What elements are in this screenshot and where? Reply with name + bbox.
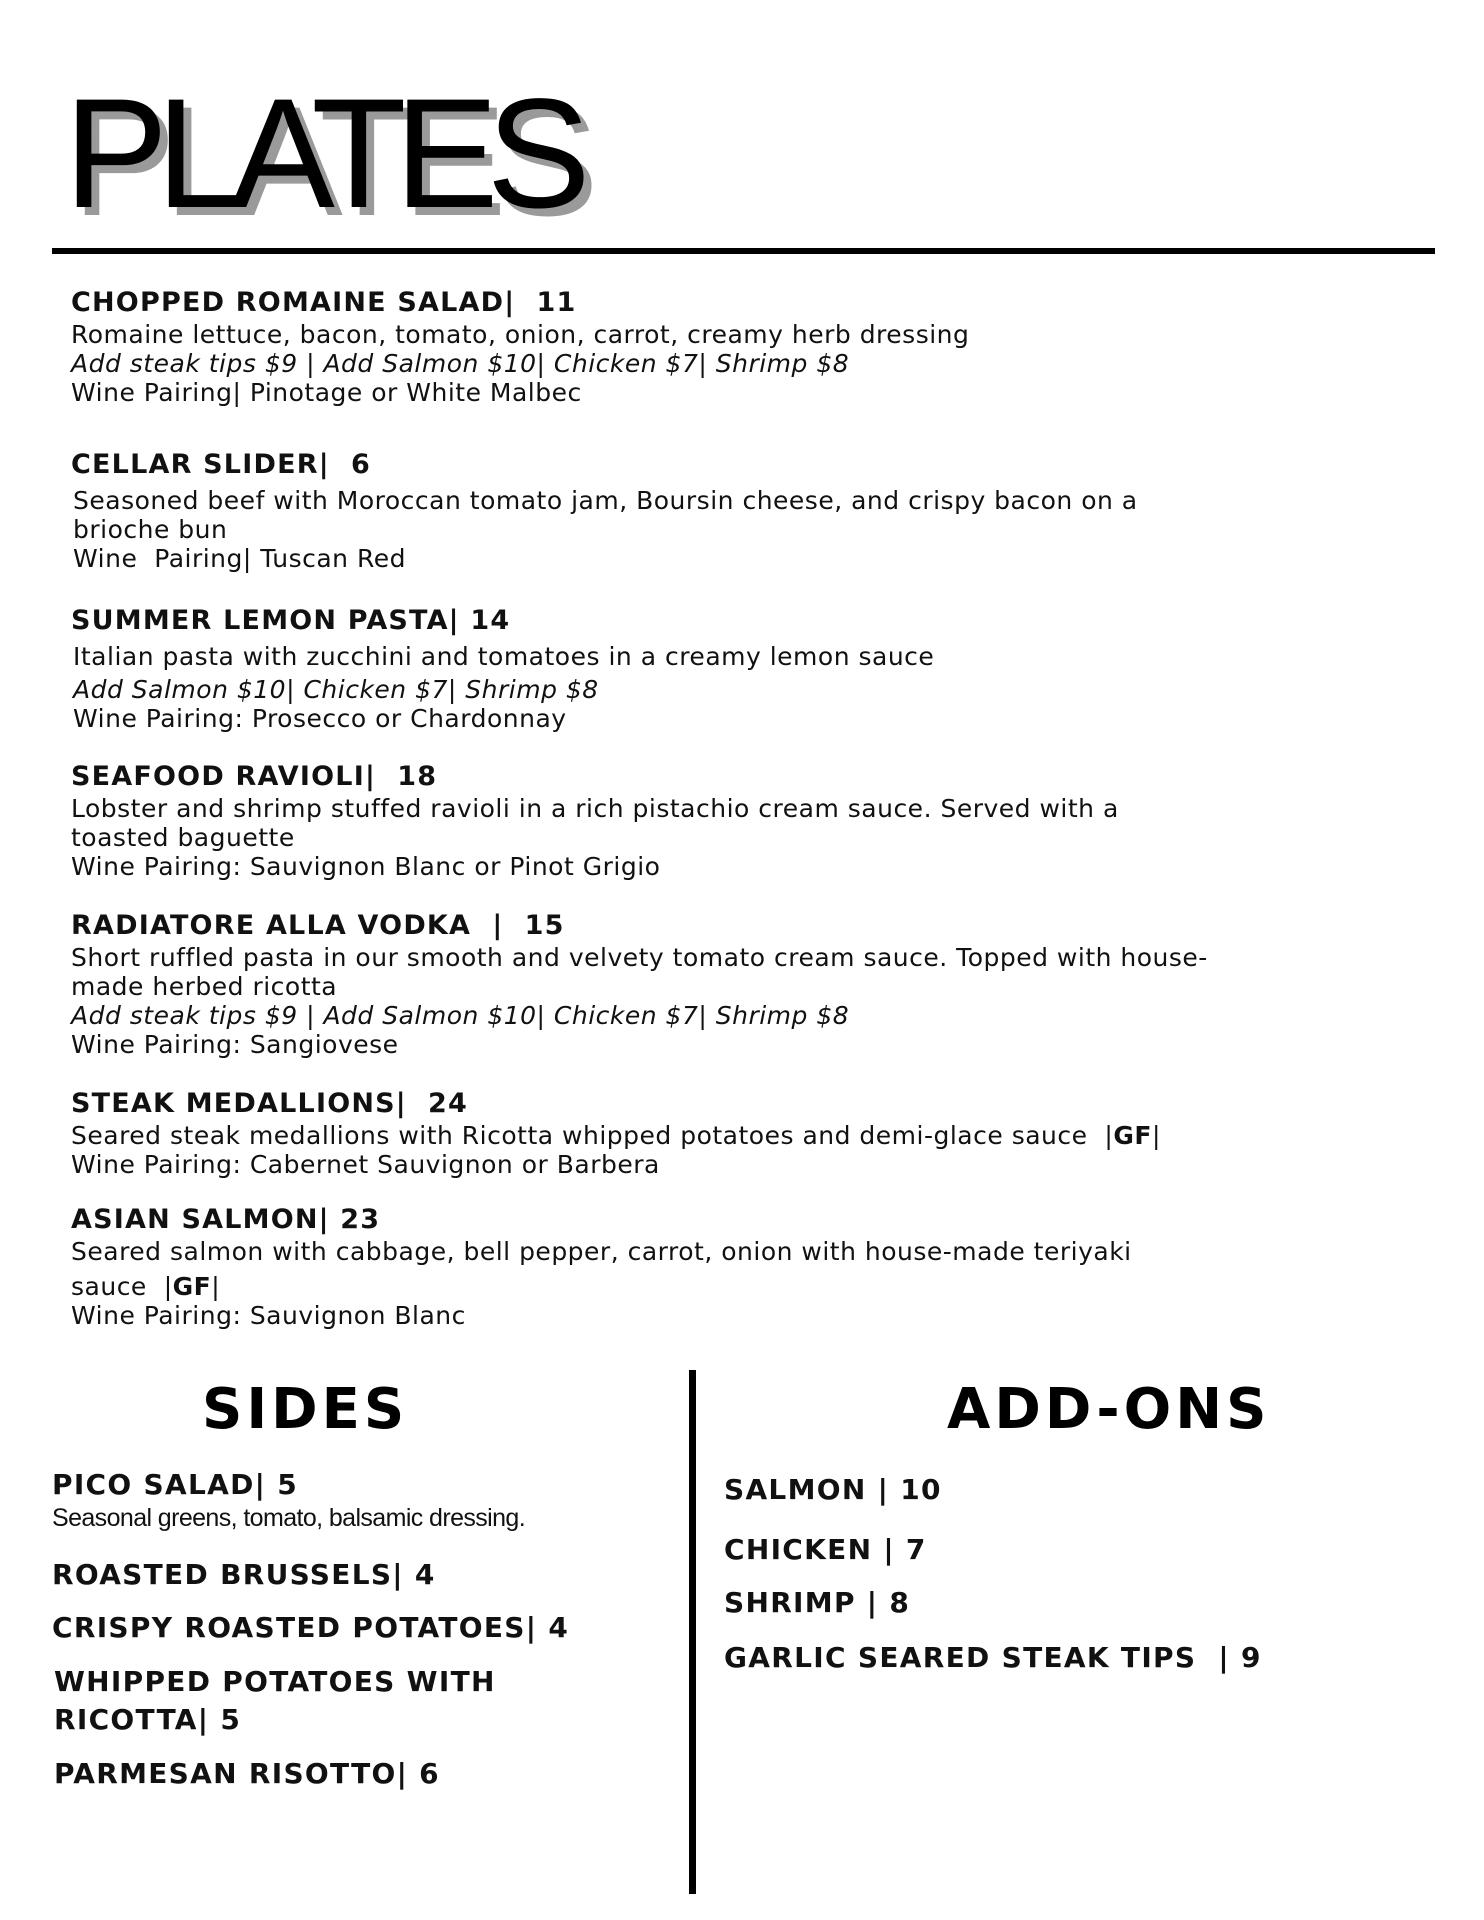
side-item-description: Seasonal greens, tomato, balsamic dressing.: [52, 1504, 526, 1532]
wine-pairing: Wine Pairing: Sangiovese: [71, 1030, 399, 1059]
side-item-crispy-roasted-potatoes: CRISPY ROASTED POTATOES| 4: [52, 1611, 570, 1644]
side-item-roasted-brussels: ROASTED BRUSSELS| 4: [52, 1558, 436, 1591]
wine-pairing: Wine Pairing: Sauvignon Blanc or Pinot Grigio: [71, 852, 661, 881]
dish-description: Romaine lettuce, bacon, tomato, onion, carrot, creamy herb dressing: [71, 320, 970, 349]
side-item-parmesan-risotto: PARMESAN RISOTTO| 6: [54, 1757, 440, 1790]
dish-description: [71, 1272, 1132, 1301]
side-item-name: PICO SALAD| 5: [52, 1468, 298, 1501]
dish-name: SUMMER LEMON PASTA| 14: [71, 605, 511, 636]
dish-name: SEAFOOD RAVIOLI| 18: [71, 761, 438, 792]
side-item-name: WHIPPED POTATOES WITH: [54, 1665, 496, 1698]
page-title: PLATES: [64, 67, 579, 241]
dish-description: [71, 1121, 1161, 1150]
dish-name: STEAK MEDALLIONS| 24: [71, 1088, 469, 1119]
gluten-free-badge-end: |: [211, 1272, 221, 1301]
dish-description: toasted baguette: [71, 823, 295, 852]
addon-item-garlic-seared-steak-tips: GARLIC SEARED STEAK TIPS | 9: [724, 1641, 1262, 1674]
dish-name: ASIAN SALMON| 23: [71, 1204, 381, 1235]
side-item-name: RICOTTA| 5: [54, 1703, 242, 1736]
dish-name: RADIATORE ALLA VODKA | 15: [71, 910, 565, 941]
wine-pairing: Wine Pairing: Sauvignon Blanc: [71, 1301, 466, 1330]
dish-radiatore-alla-vodka: [71, 909, 1208, 1059]
dish-seafood-ravioli: [71, 760, 1119, 881]
dish-addons: Add Salmon $10| Chicken $7| Shrimp $8: [73, 675, 599, 704]
addon-item-chicken: CHICKEN | 7: [724, 1533, 927, 1566]
gluten-free-badge-end: |: [1151, 1121, 1161, 1150]
wine-pairing: Wine Pairing: Cabernet Sauvignon or Barbera: [71, 1150, 660, 1179]
gluten-free-badge: GF: [1113, 1121, 1152, 1150]
dish-addons: Add steak tips $9 | Add Salmon $10| Chicken $7| Shrimp $8: [71, 1001, 850, 1030]
sides-heading: SIDES: [202, 1377, 409, 1442]
title-divider: [52, 248, 1435, 254]
dish-name: CHOPPED ROMAINE SALAD| 11: [71, 287, 577, 318]
dish-description: brioche bun: [73, 515, 228, 544]
dish-description: Seared salmon with cabbage, bell pepper, carrot, onion with house-made teriyaki: [71, 1237, 1132, 1266]
dish-steak-medallions: [71, 1087, 1161, 1179]
wine-pairing: Wine Pairing: Prosecco or Chardonnay: [73, 704, 567, 733]
wine-pairing: Wine Pairing| Tuscan Red: [73, 544, 406, 573]
dish-summer-lemon-pasta: [71, 604, 934, 733]
side-item-pico-salad: [52, 1466, 525, 1533]
dish-chopped-romaine-salad: [71, 286, 969, 407]
addons-heading: ADD-ONS: [947, 1377, 1271, 1442]
dish-description-text: sauce |: [71, 1272, 173, 1301]
dish-addons: Add steak tips $9 | Add Salmon $10| Chicken $7| Shrimp $8: [71, 349, 850, 378]
addon-item-salmon: SALMON | 10: [724, 1473, 942, 1506]
column-divider: [689, 1370, 696, 1894]
dish-name: CELLAR SLIDER| 6: [71, 449, 371, 480]
dish-description: made herbed ricotta: [71, 972, 338, 1001]
dish-description: Seasoned beef with Moroccan tomato jam, Boursin cheese, and crispy bacon on a: [73, 486, 1138, 515]
side-item-whipped-potatoes: [54, 1663, 496, 1739]
dish-description: Short ruffled pasta in our smooth and velvety tomato cream sauce. Topped with house-: [71, 943, 1208, 972]
dish-cellar-slider: [71, 448, 1138, 573]
dish-description: Lobster and shrimp stuffed ravioli in a rich pistachio cream sauce. Served with a: [71, 794, 1119, 823]
addon-item-shrimp: SHRIMP | 8: [724, 1586, 911, 1619]
gluten-free-badge: GF: [172, 1272, 212, 1301]
dish-asian-salmon: [71, 1203, 1132, 1330]
wine-pairing: Wine Pairing| Pinotage or White Malbec: [71, 378, 582, 407]
dish-description-text: Seared steak medallions with Ricotta whipped potatoes and demi-glace sauce |: [71, 1121, 1114, 1150]
dish-description: Italian pasta with zucchini and tomatoes in a creamy lemon sauce: [73, 642, 935, 671]
